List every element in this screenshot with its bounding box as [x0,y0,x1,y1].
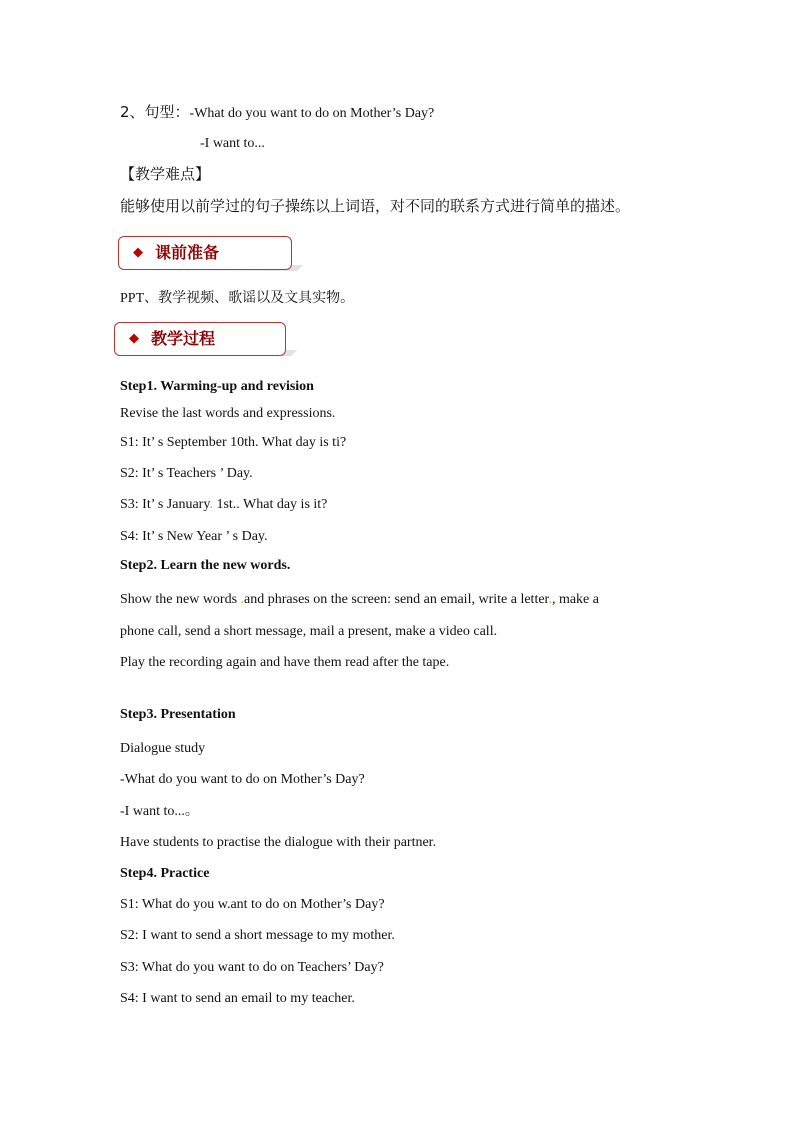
step1-line: S1: It’ s September 10th. What day is ti? [120,435,347,450]
step1-title: Step1. Warming-up and revision [120,379,314,394]
step4-line: S2: I want to send a short message to my mother. [120,928,395,943]
mark-dot: . [209,497,213,512]
mark-dot: . [548,592,552,607]
step3-line: -What do you want to do on Mother’s Day? [120,772,365,787]
step2-text: Show the new words [120,592,241,607]
step3-title: Step3. Presentation [120,707,236,722]
pattern-question: -What do you want to do on Mother’s Day? [189,106,435,121]
section-title-prep: 课前准备 [155,243,220,262]
pattern-label: 2、句型： [120,103,190,121]
step2-line: phone call, send a short message, mail a present, make a video call. [120,624,498,639]
step2-text: , make a [551,592,599,607]
step3-line: -I want to...。 [120,804,199,819]
step1-text: 1st.. What day is it? [212,497,328,512]
step1-text: S3: It’ s January [120,497,210,512]
pattern-answer: -I want to... [200,136,265,151]
step2-line [120,591,599,609]
step1-line [120,496,327,514]
sentence-pattern-line [120,103,434,123]
section-header-process [114,322,286,356]
section-title-process: 教学过程 [151,329,216,348]
step3-line: Dialogue study [120,741,206,756]
difficulty-heading: 【教学难点】 [120,165,211,183]
diamond-icon: ◆ [133,245,143,260]
step2-line: Play the recording again and have them read after the tape. [120,655,450,670]
step2-text: and phrases on the screen: send an email, write a letter [244,592,549,607]
section-header-prep [118,236,292,270]
step4-line: S3: What do you want to do on Teachers’ Day? [120,960,384,975]
difficulty-text: 能够使用以前学过的句子操练以上词语，对不同的联系方式进行简单的描述。 [120,197,631,215]
mark-dot: . [240,592,245,607]
diamond-icon: ◆ [129,331,139,346]
step2-title: Step2. Learn the new words. [120,558,291,573]
step1-line: Revise the last words and expressions. [120,406,336,421]
step1-line: S4: It’ s New Year ’ s Day. [120,529,268,544]
step4-title: Step4. Practice [120,866,210,881]
step3-line: Have students to practise the dialogue with their partner. [120,835,437,850]
step4-line: S1: What do you w.ant to do on Mother’s Day? [120,897,385,912]
prep-text: PPT、教学视频、歌谣以及文具实物。 [120,291,355,306]
step4-line: S4: I want to send an email to my teacher. [120,991,355,1006]
step1-line: S2: It’ s Teachers ’ Day. [120,466,253,481]
